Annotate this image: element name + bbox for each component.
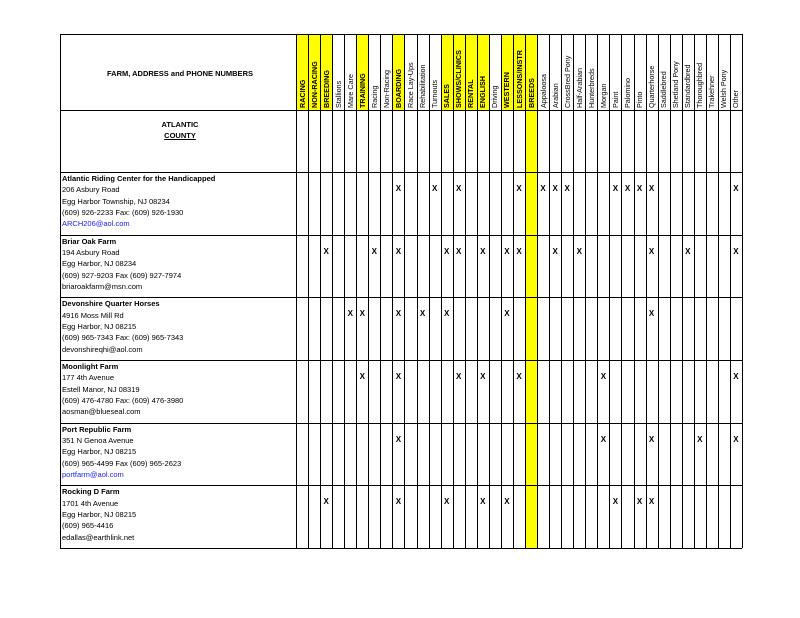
farm-address-line: (609) 965-7343 Fax: (609) 965-7343 (62, 333, 184, 343)
column-header: Saddlebred (659, 71, 669, 108)
farm-address-line: 1701 4th Avenue (62, 498, 119, 508)
service-mark: X (456, 372, 462, 381)
grid-line (465, 34, 466, 548)
grid-line (609, 34, 610, 548)
grid-line (417, 34, 418, 548)
farm-address-line: (609) 965-4416 (62, 521, 114, 531)
farm-entry (62, 361, 292, 417)
service-mark: X (685, 246, 691, 256)
column-header: BREEDS (526, 78, 536, 108)
service-mark: X (395, 372, 402, 381)
grid-line (501, 34, 502, 548)
service-mark: X (648, 497, 655, 507)
grid-line (682, 34, 683, 548)
farm-email: edallas@earthlink.net (62, 532, 135, 542)
service-mark: X (431, 184, 438, 193)
farm-address-line: Egg Harbor, NJ 08234 (62, 259, 137, 269)
service-mark: X (612, 497, 619, 507)
service-mark: X (516, 246, 522, 256)
farm-name: Atlantic Riding Center for the Handicapped (62, 174, 216, 183)
column-header: Thoroughbred (695, 62, 705, 108)
farm-email: aosman@blueseal.com (62, 407, 141, 417)
column-header: Welsh Pony (719, 69, 729, 108)
column-header: Other (731, 90, 741, 108)
grid-line (513, 34, 514, 548)
farm-entry (62, 298, 292, 354)
column-header: Half-Arabian (574, 68, 584, 108)
grid-line (320, 34, 321, 548)
column-header: Turnouts (430, 79, 440, 108)
farm-email: devonshireqhi@aol.com (62, 344, 143, 354)
farm-entry (62, 486, 292, 542)
service-mark: X (516, 184, 522, 193)
column-header: Race Lay-Ups (406, 62, 415, 108)
service-mark: X (733, 434, 739, 444)
service-mark: X (480, 246, 486, 256)
service-mark: X (552, 184, 558, 193)
grid-line (646, 34, 647, 548)
farm-name: Devonshire Quarter Horses (62, 299, 160, 309)
service-mark: X (456, 246, 462, 256)
column-header: Quarterhorse (647, 65, 657, 108)
service-mark: X (371, 246, 378, 256)
grid-line (380, 34, 381, 548)
grid-line (60, 34, 61, 548)
farm-entry (62, 173, 292, 229)
column-header: Trakehner (707, 75, 717, 108)
grid-line (404, 34, 405, 548)
grid-line (441, 34, 442, 548)
column-header: Paint (610, 91, 620, 108)
county-label: ATLANTIC (161, 120, 199, 129)
service-mark: X (733, 246, 739, 256)
column-header: NON-RACING (309, 61, 319, 108)
service-mark: X (347, 309, 353, 319)
column-header: Racing (369, 85, 379, 108)
farm-email[interactable]: ARCH206@aol.com (62, 219, 130, 229)
service-mark: X (648, 434, 655, 444)
farm-name: Briar Oak Farm (62, 236, 117, 246)
farm-address-line: Estell Manor, NJ 08319 (62, 384, 140, 394)
service-mark: X (576, 246, 582, 256)
service-mark: X (600, 372, 607, 381)
grid-line (525, 34, 526, 548)
grid-line (585, 34, 586, 548)
grid-line (742, 34, 743, 548)
grid-line (477, 34, 478, 548)
service-mark: X (612, 184, 619, 193)
column-header: RACING (297, 79, 307, 108)
farm-email: briaroakfarm@msn.com (62, 281, 143, 291)
column-header: WESTERN (502, 72, 512, 108)
farm-entry (62, 424, 292, 480)
grid-line (634, 34, 635, 548)
grid-line (392, 34, 393, 548)
column-header: Non-Racing (381, 70, 391, 108)
column-header: Palomino (622, 78, 632, 108)
column-header: LESSONS/INSTR (514, 50, 524, 108)
grid-line (658, 34, 659, 548)
column-header: Stallions (333, 80, 343, 108)
service-mark: X (516, 372, 522, 381)
column-header: Arabian (550, 83, 560, 108)
column-header: Morgan (598, 83, 608, 108)
column-header: SALES (442, 84, 452, 108)
service-mark: X (444, 246, 450, 256)
farm-address-line: 351 N Genoa Avenue (62, 435, 134, 445)
column-header: Shetland Pony (671, 61, 681, 108)
column-header: RENTAL (466, 79, 476, 108)
service-mark: X (395, 246, 402, 256)
farm-address-line: Egg Harbor, NJ 08215 (62, 509, 137, 519)
service-mark: X (395, 309, 402, 319)
column-header: Standardbred (683, 64, 693, 108)
farm-address-line: 177 4th Avenue (62, 373, 114, 383)
column-header: SHOWS/CLINICS (454, 50, 464, 108)
grid-line (549, 34, 550, 548)
service-mark: X (444, 497, 450, 507)
grid-line (344, 34, 345, 548)
grid-line (694, 34, 695, 548)
grid-line (537, 34, 538, 548)
service-mark: X (395, 497, 402, 507)
column-header: TRAINING (357, 73, 367, 108)
grid-line (356, 34, 357, 548)
service-mark: X (323, 246, 329, 256)
county-name: COUNTY (164, 131, 196, 140)
grid-line (489, 34, 490, 548)
grid-line (561, 34, 562, 548)
service-mark: X (419, 309, 426, 319)
grid-line (296, 34, 297, 548)
column-header: ENGLISH (478, 76, 488, 108)
farm-address-line: (609) 965-4499 Fax (609) 965-2623 (62, 458, 182, 468)
column-header: Rehabilitation (418, 64, 428, 108)
service-mark: X (648, 246, 655, 256)
farm-address-line: 4916 Moss Mill Rd (62, 310, 124, 320)
grid-line (60, 34, 742, 35)
column-header: BREEDING (321, 70, 331, 108)
farm-entry (62, 236, 292, 292)
grid-line (332, 34, 333, 548)
grid-line (670, 34, 671, 548)
farm-address-line: (609) 927-9203 Fax (609) 927-7974 (62, 270, 182, 280)
service-mark: X (359, 372, 365, 381)
column-header: Driving (490, 85, 500, 108)
service-mark: X (480, 372, 486, 381)
service-mark: X (395, 184, 402, 193)
column-header: BOARDING (393, 68, 403, 108)
service-mark: X (323, 497, 329, 507)
grid-line (453, 34, 454, 548)
service-mark: X (552, 246, 558, 256)
grid-line (706, 34, 707, 548)
service-mark: X (456, 184, 462, 193)
grid-line (573, 34, 574, 548)
column-header: Mare Care (345, 74, 355, 108)
breeds-column-fill (525, 110, 537, 548)
grid-line (597, 34, 598, 548)
grid-line (60, 548, 742, 549)
grid-line (429, 34, 430, 548)
farm-name: Port Republic Farm (62, 424, 132, 434)
column-header: Appaloosa (538, 74, 548, 108)
grid-line (60, 110, 742, 111)
service-mark: X (648, 309, 655, 319)
farm-email[interactable]: portfarm@aol.com (62, 469, 124, 479)
farm-address-line: 194 Asbury Road (62, 247, 120, 257)
service-mark: X (648, 184, 655, 193)
service-mark: X (733, 372, 739, 381)
column-header: Pinto (635, 91, 645, 108)
grid-line (368, 34, 369, 548)
service-mark: X (600, 434, 607, 444)
grid-line (621, 34, 622, 548)
service-mark: X (636, 184, 643, 193)
farm-name: Moonlight Farm (62, 362, 119, 371)
service-mark: X (697, 434, 703, 444)
service-mark: X (636, 497, 643, 507)
farm-address-line: Egg Harbor, NJ 08215 (62, 321, 137, 331)
service-mark: X (624, 184, 631, 193)
grid-line (730, 34, 731, 548)
column-header: Hunterbreds (586, 68, 596, 108)
service-mark: X (395, 434, 402, 444)
service-mark: X (504, 497, 510, 507)
column-header: CrossBred Pony (562, 55, 572, 108)
farm-address-line: (609) 476-4780 Fax: (609) 476-3980 (62, 395, 184, 405)
service-mark: X (504, 309, 510, 319)
page-title: FARM, ADDRESS and PHONE NUMBERS (107, 69, 253, 78)
grid-line (308, 34, 309, 548)
service-mark: X (444, 309, 450, 319)
service-mark: X (480, 497, 486, 507)
service-mark: X (733, 184, 739, 193)
farm-address-line: Egg Harbor Township, NJ 08234 (62, 196, 170, 206)
service-mark: X (540, 184, 546, 193)
service-mark: X (504, 246, 510, 256)
farm-address-line: Egg Harbor, NJ 08215 (62, 447, 137, 457)
farm-address-line: 206 Asbury Road (62, 185, 120, 195)
farm-name: Rocking D Farm (62, 487, 120, 497)
service-mark: X (564, 184, 570, 193)
grid-line (718, 34, 719, 548)
farm-address-line: (609) 926-2233 Fax: (609) 926-1930 (62, 207, 184, 217)
service-mark: X (359, 309, 365, 319)
